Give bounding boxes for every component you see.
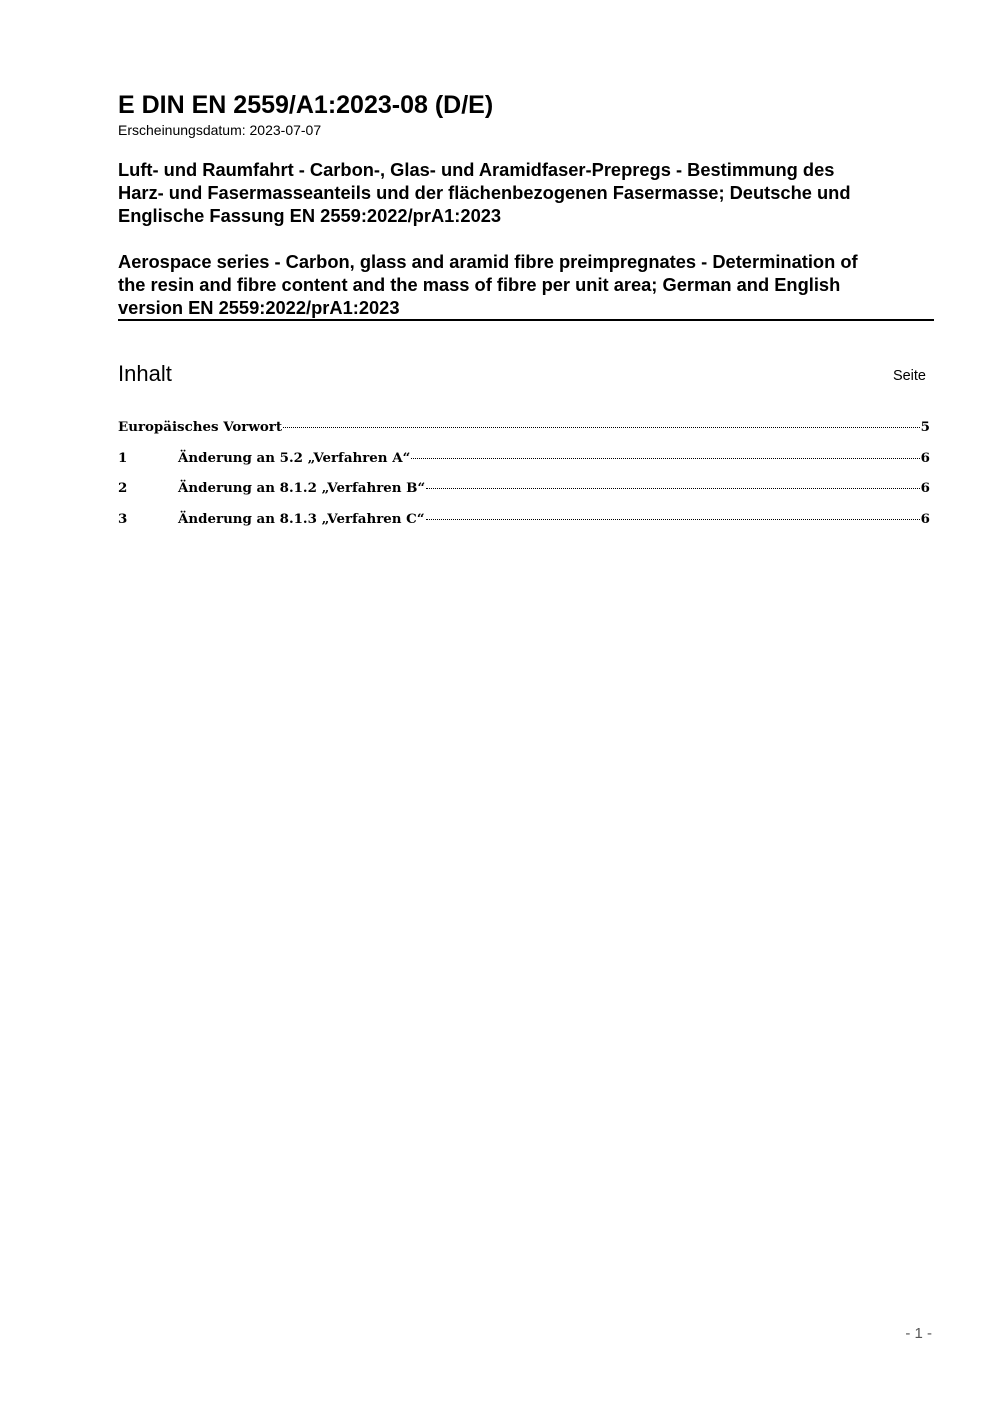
toc-dot-leader [411,458,919,459]
toc-page-label: Seite [892,368,926,384]
toc-entry-1[interactable] [118,448,930,479]
title-divider [118,319,934,321]
toc-dot-leader [426,519,920,520]
toc-entry-title: Änderung an 5.2 „Verfahren A“ [178,449,411,466]
toc-entry-3[interactable] [118,509,930,540]
title-german-line: Englische Fassung EN 2559:2022/prA1:2023 [118,205,502,226]
toc-entry-number: 3 [118,510,128,527]
toc-entry-title: Änderung an 8.1.3 „Verfahren C“ [178,510,425,527]
footer-page-number: - 1 - [905,1325,932,1342]
toc-entry-number: 2 [118,480,128,496]
toc-entry-title: Europäisches Vorwort [118,419,283,435]
publication-date: Erscheinungsdatum: 2023-07-07 [118,122,322,138]
document-id: E DIN EN 2559/A1:2023-08 (D/E) [118,91,494,119]
title-english-line: Aerospace series - Carbon, glass and aramid fibre preimpregnates - Determination of [118,251,858,272]
toc-dot-leader [426,488,919,489]
title-german-line: Luft- und Raumfahrt - Carbon-, Glas- und Aramidfaser-Prepregs - Bestimmung des [118,159,835,180]
toc-entry-european-foreword[interactable] [118,417,930,448]
toc-heading: Inhalt [118,361,172,386]
toc-entry-page: 5 [920,419,930,435]
toc-dot-leader [283,427,920,428]
title-english-line: the resin and fibre content and the mass of fibre per unit area; German and English [118,274,841,295]
toc-entry-page: 6 [920,480,930,496]
toc-entry-2[interactable] [118,478,930,509]
title-german [118,158,938,227]
title-english [118,250,938,319]
toc-entry-page: 6 [920,449,930,466]
table-of-contents [118,417,930,539]
toc-entry-title: Änderung an 8.1.2 „Verfahren B“ [178,480,426,496]
title-german-line: Harz- und Fasermasseanteils und der flächenbezogenen Fasermasse; Deutsche und [118,182,851,203]
toc-entry-number: 1 [118,449,128,466]
toc-entry-page: 6 [920,510,930,527]
title-english-line: version EN 2559:2022/prA1:2023 [118,297,400,318]
